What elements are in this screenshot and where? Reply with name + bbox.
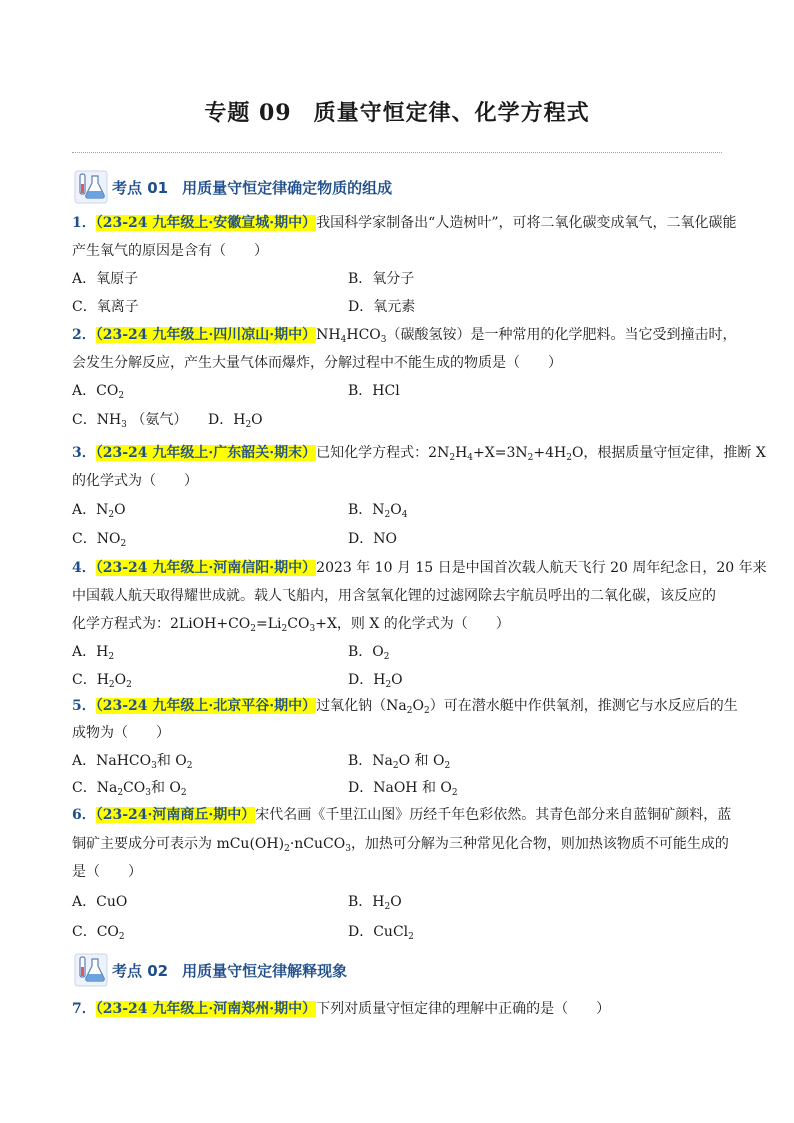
option-a: A．$N_2O$ [72, 502, 126, 520]
source-tag: （23-24 九年级上·河南郑州·期中） [95, 1001, 317, 1017]
dotted-divider [72, 152, 722, 153]
source-tag: （23-24·河南商丘·期中） [95, 807, 256, 823]
option-b: B．氧分子 [348, 271, 415, 287]
option-d: D．氧元素 [348, 299, 416, 315]
option-b: B．$O_2$ [348, 644, 390, 662]
option-b: B．$N_2O_4$ [348, 502, 408, 520]
option-d: D．CuCl$_2$ [348, 924, 414, 942]
question-6: 6．（23-24·河南商丘·期中）宋代名画《千里江山图》历经千年色彩依然。其青色部分来自蓝铜矿颜料，蓝 [72, 807, 732, 823]
option-a: A．CuO [72, 894, 128, 910]
option-a: A．$H_2$ [72, 644, 115, 662]
source-tag: （23-24 九年级上·广东韶关·期末） [95, 445, 317, 461]
option-c: C．氧离子 [72, 299, 139, 315]
option-a: A．氧原子 [72, 271, 139, 287]
question-4: 4．（23-24 九年级上·河南信阳·期中）2023 年 10 月 15 日是中国首次载人航天飞行 20 周年纪念日，20 年来 [72, 560, 767, 576]
option-c: C．$Na_2CO_3$和 $O_2$ [72, 780, 187, 798]
source-tag: （23-24 九年级上·安徽宣城·期中） [95, 215, 317, 231]
question-5: 5．（23-24 九年级上·北京平谷·期中）过氧化钠$(Na_2O_2)$可在潜水艇中作供氧剂，推测它与水反应后的生 [72, 698, 738, 716]
option-c: C．$NH_3$ （氨气） [72, 412, 188, 430]
question-7: 7．（23-24 九年级上·河南郑州·期中）下列对质量守恒定律的理解中正确的是（ ） [72, 1001, 611, 1017]
option-c: C．$NO_2$ [72, 531, 127, 549]
question-2: 2．（23-24 九年级上·四川凉山·期中）$NH_4HCO_3$（碳酸氢铵）是一种常用的化学肥料。当它受到撞击时， [72, 327, 737, 345]
source-tag: （23-24 九年级上·河南信阳·期中） [95, 560, 317, 576]
section-header-2 [74, 953, 347, 987]
page-title [0, 96, 794, 127]
section-header-1 [74, 170, 392, 204]
flask-icon [74, 953, 108, 987]
title-number: 专题 09 [204, 100, 292, 126]
flask-icon [74, 170, 108, 204]
title-text: 质量守恒定律、化学方程式 [313, 100, 590, 126]
option-b: B．HCl [348, 383, 400, 399]
question-3: 3．（23-24 九年级上·广东韶关·期末）已知化学方程式：$2N_2H_4+X=3N_2+4H_2O$，根据质量守恒定律，推断 X [72, 445, 766, 463]
option-d: D．$H_2O$ [348, 672, 403, 690]
question-1: 1．（23-24 九年级上·安徽宣城·期中）我国科学家制备出“人造树叶”，可将二氧化碳变成氧气，二氧化碳能 [72, 215, 737, 231]
section-title: 考点 02 用质量守恒定律解释现象 [112, 961, 348, 980]
option-c: C．$H_2O_2$ [72, 672, 132, 690]
option-d: D．NO [348, 531, 397, 547]
option-d: D．NaOH 和 $O_2$ [348, 780, 458, 798]
option-b: B．$Na_2O$ 和 $O_2$ [348, 753, 451, 771]
source-tag: （23-24 九年级上·北京平谷·期中） [95, 698, 317, 714]
option-a: A．$CO_2$ [72, 383, 125, 401]
option-b: B．$H_2O$ [348, 894, 402, 912]
section-title: 考点 01 用质量守恒定律确定物质的组成 [112, 178, 393, 197]
option-c: C．$CO_2$ [72, 924, 125, 942]
option-d: D．$H_2O$ [208, 412, 263, 430]
source-tag: （23-24 九年级上·四川凉山·期中） [95, 327, 317, 343]
option-a: A．NaHCO$_3$和 $O_2$ [72, 753, 193, 771]
